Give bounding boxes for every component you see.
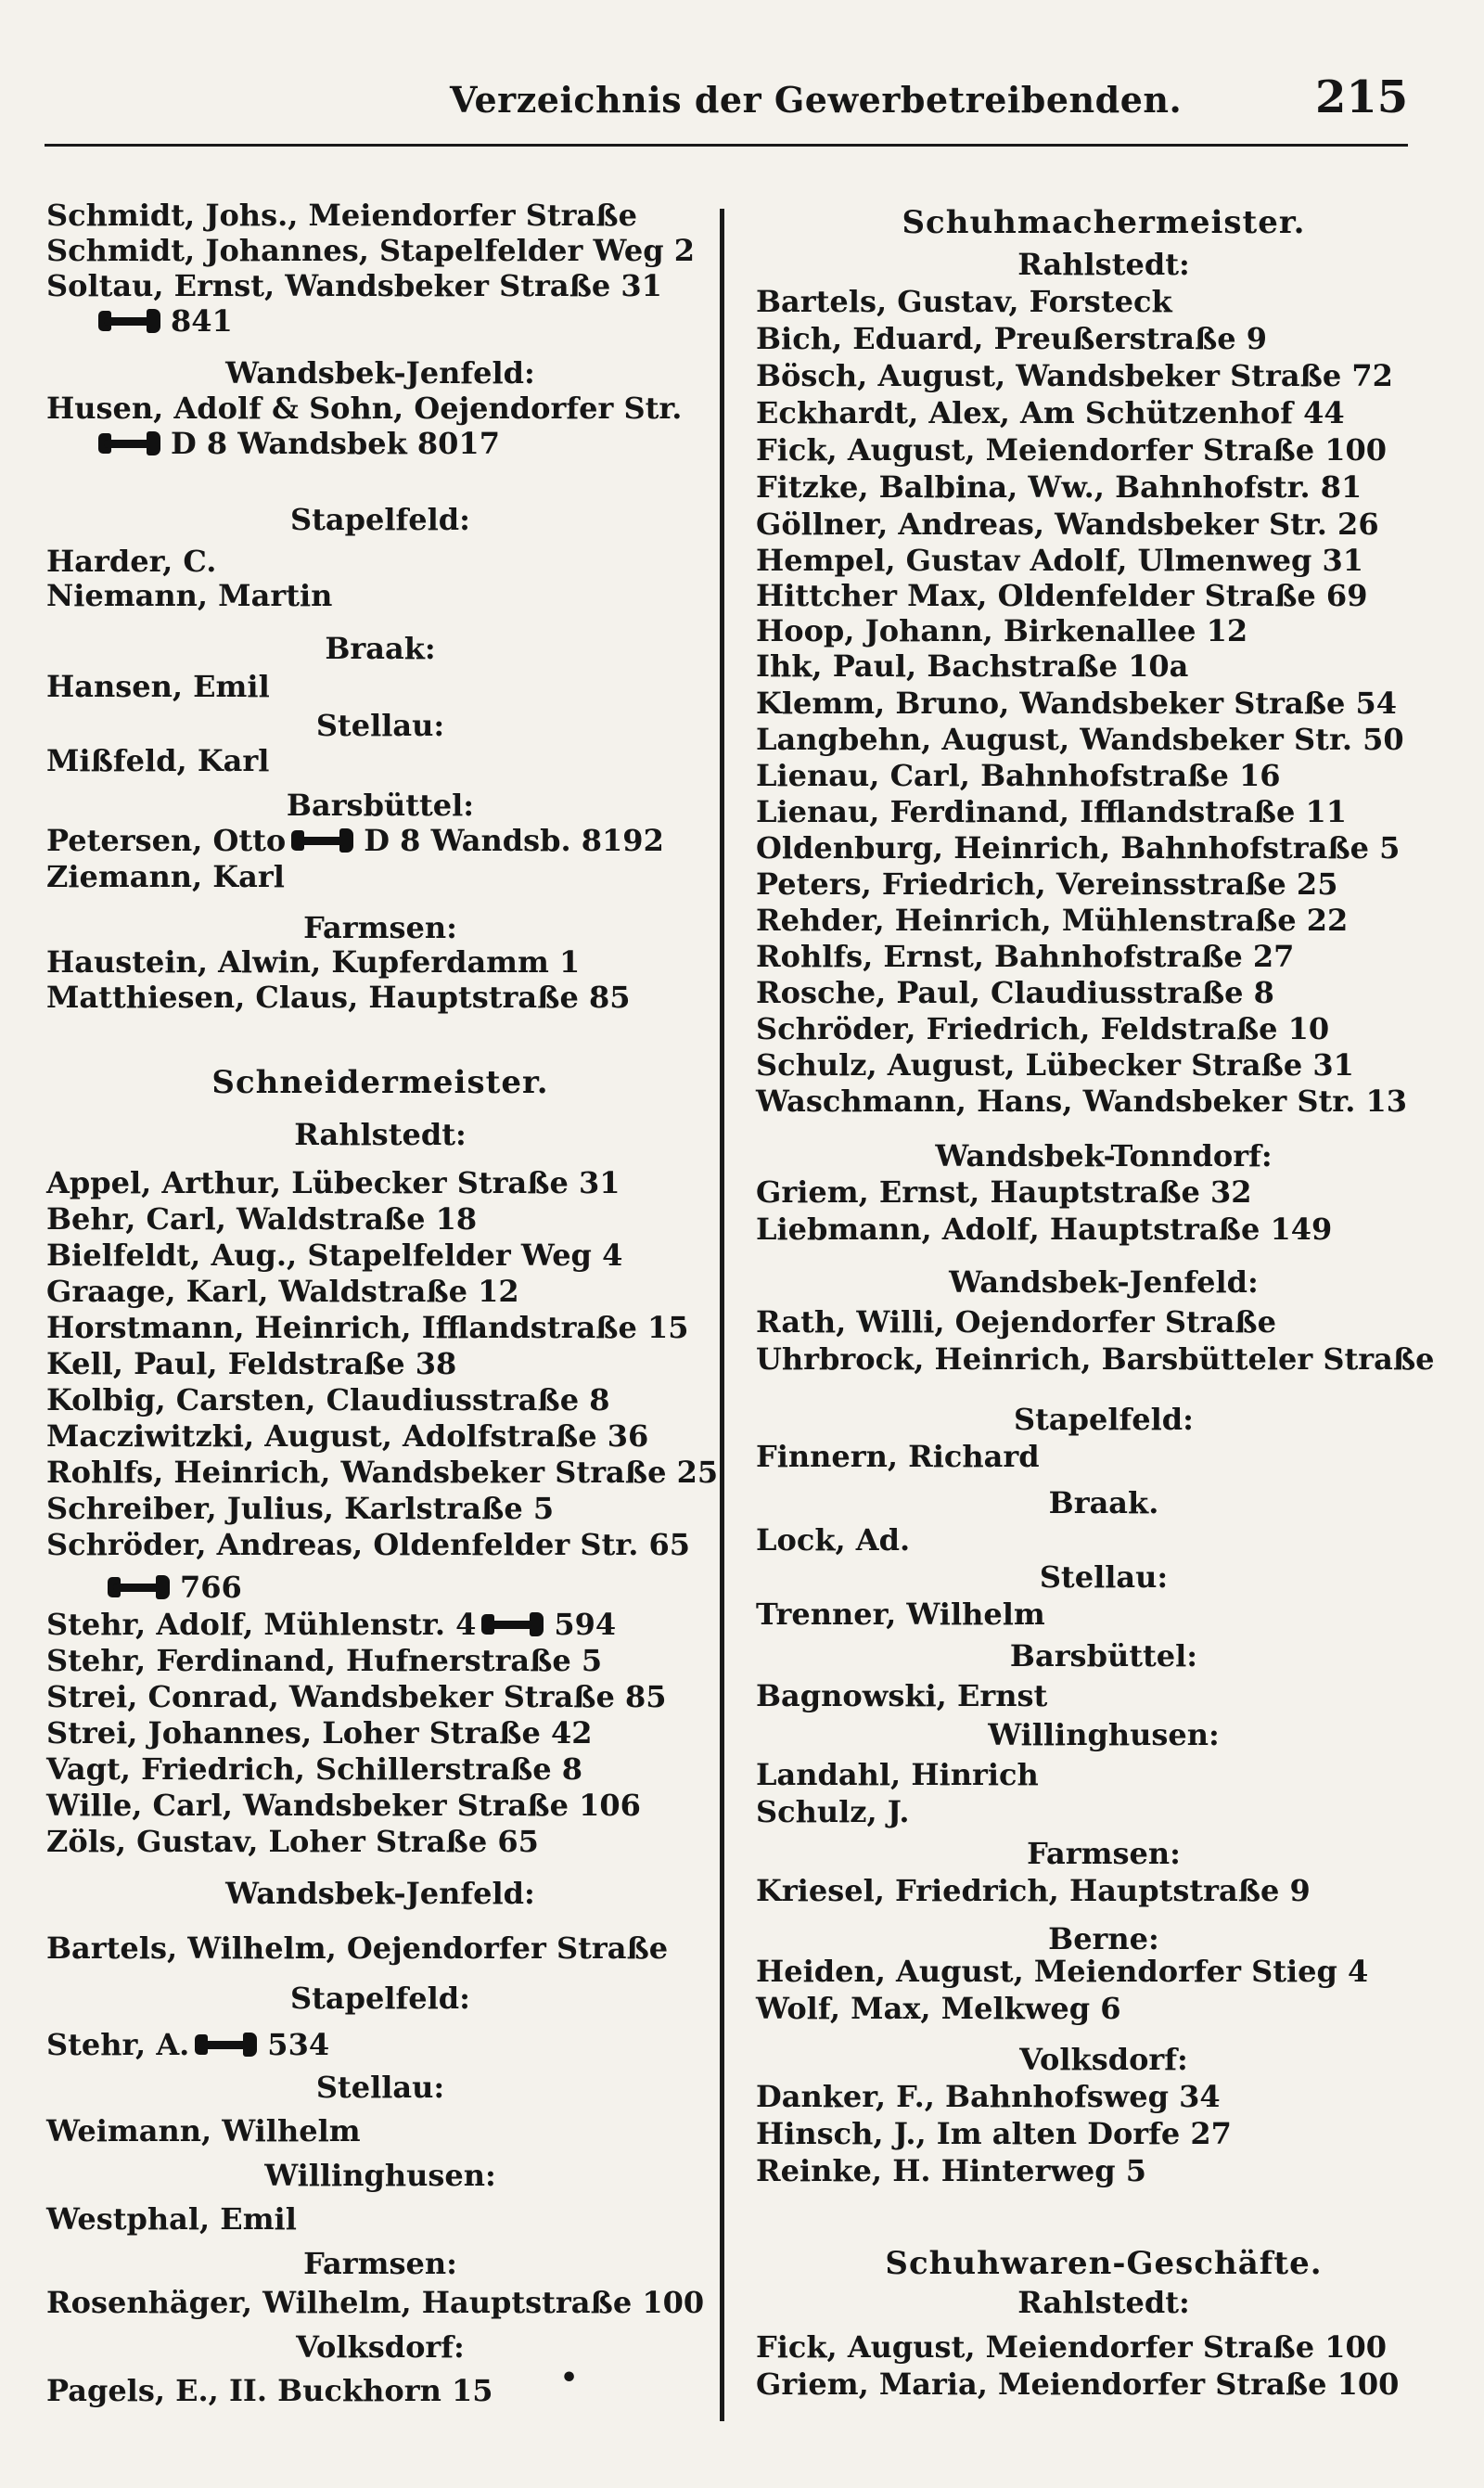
list-item: Wolf, Max, Melkweg 6 [756,1991,1121,2026]
list-item: Stehr, Ferdinand, Hufnerstraße 5 [46,1643,603,1678]
list-item: Landahl, Hinrich [756,1757,1039,1792]
telephone-number: 766 [180,1570,242,1605]
list-item: Haustein, Alwin, Kupferdamm 1 [46,944,581,980]
list-item: Horstmann, Heinrich, Ifflandstraße 15 [46,1310,689,1345]
locality-heading: Braak. [1048,1485,1159,1520]
list-item: Husen, Adolf & Sohn, Oejendorfer Str. [46,391,683,426]
telephone-receiver-icon [108,1573,174,1601]
locality-heading: Wandsbek-Jenfeld: [949,1264,1259,1300]
list-item: Oldenburg, Heinrich, Bahnhofstraße 5 [756,830,1401,866]
list-item: Bielfeldt, Aug., Stapelfelder Weg 4 [46,1238,623,1273]
list-item: Appel, Arthur, Lübecker Straße 31 [46,1165,620,1200]
locality-heading: Stellau: [315,2070,445,2105]
list-item: Weimann, Wilhelm [46,2113,361,2148]
telephone-number: 534 [267,2027,330,2062]
list-item: Uhrbrock, Heinrich, Barsbütteler Straße [756,1341,1435,1377]
telephone-receiver-icon [195,2031,262,2058]
list-item [93,302,233,340]
list-item [102,1569,242,1606]
list-item: Lienau, Ferdinand, Ifflandstraße 11 [756,794,1348,829]
list-item: Macziwitzki, August, Adolfstraße 36 [46,1418,649,1454]
list-item: Mißfeld, Karl [46,743,270,778]
list-item: Schröder, Andreas, Oldenfelder Str. 65 [46,1527,690,1562]
header-rule [45,144,1408,147]
list-item: Schmidt, Johannes, Stapelfelder Weg 2 [46,233,695,268]
list-item: Schreiber, Julius, Karlstraße 5 [46,1491,555,1526]
list-item: Liebmann, Adolf, Hauptstraße 149 [756,1212,1333,1247]
entry-name: Petersen, Otto [46,823,287,858]
locality-heading: Volksdorf: [1019,2042,1188,2077]
list-item: Westphal, Emil [46,2201,297,2237]
list-item: Trenner, Wilhelm [756,1597,1045,1632]
list-item: Zöls, Gustav, Loher Straße 65 [46,1824,539,1859]
list-item: Kriesel, Friedrich, Hauptstraße 9 [756,1873,1311,1908]
list-item: Rehder, Heinrich, Mühlenstraße 22 [756,903,1349,938]
entry-name: Stehr, A. [46,2027,190,2062]
list-item: Fick, August, Meiendorfer Straße 100 [756,432,1387,468]
telephone-number: D 8 Wandsb. 8192 [364,823,664,858]
list-item: Griem, Ernst, Hauptstraße 32 [756,1174,1252,1210]
section-heading: Schuhmachermeister. [902,204,1306,241]
list-item: Reinke, H. Hinterweg 5 [756,2153,1147,2188]
page-header [0,71,1484,135]
list-item: Soltau, Ernst, Wandsbeker Straße 31 [46,268,662,303]
stray-dot: • [560,2362,579,2394]
entry-name: Stehr, Adolf, Mühlenstr. 4 [46,1607,477,1642]
locality-heading: Farmsen: [303,910,457,945]
list-item: Strei, Conrad, Wandsbeker Straße 85 [46,1679,667,1714]
list-item: Hansen, Emil [46,669,270,704]
list-item: Fitzke, Balbina, Ww., Bahnhofstr. 81 [756,469,1362,505]
locality-heading: Stellau: [1039,1559,1169,1595]
list-item: Hempel, Gustav Adolf, Ulmenweg 31 [756,543,1364,578]
list-item: Ziemann, Karl [46,859,285,894]
locality-heading: Wandsbek-Jenfeld: [225,1876,535,1911]
list-item: Heiden, August, Meiendorfer Stieg 4 [756,1954,1369,1989]
list-item: Göllner, Andreas, Wandsbeker Str. 26 [756,507,1379,542]
locality-heading: Stellau: [315,708,445,743]
locality-heading: Willinghusen: [988,1717,1220,1752]
page-number: 215 [1315,71,1409,123]
locality-heading: Rahlstedt: [1017,247,1190,282]
list-item: Peters, Friedrich, Vereinsstraße 25 [756,866,1338,902]
list-item: Bösch, August, Wandsbeker Straße 72 [756,358,1393,393]
list-item: Schmidt, Johs., Meiendorfer Straße [46,198,637,233]
telephone-number: 841 [171,303,233,339]
list-item: Kell, Paul, Feldstraße 38 [46,1346,457,1381]
list-item: Rath, Willi, Oejendorfer Straße [756,1304,1276,1340]
telephone-number: 594 [554,1607,617,1642]
list-item: Danker, F., Bahnhofsweg 34 [756,2079,1221,2114]
locality-heading: Barsbüttel: [286,788,475,823]
list-item: Rohlfs, Heinrich, Wandsbeker Straße 25 [46,1455,719,1490]
list-item: Schulz, J. [756,1794,910,1829]
locality-heading: Farmsen: [303,2246,457,2281]
locality-heading: Stapelfeld: [290,502,470,537]
list-item: Rohlfs, Ernst, Bahnhofstraße 27 [756,939,1295,974]
list-item: Niemann, Martin [46,578,333,613]
list-item: Lock, Ad. [756,1522,911,1558]
locality-heading: Braak: [325,631,436,666]
list-item: Eckhardt, Alex, Am Schützenhof 44 [756,395,1345,430]
list-item: Schulz, August, Lübecker Straße 31 [756,1047,1354,1083]
telephone-receiver-icon [481,1610,548,1638]
list-item: Hinsch, J., Im alten Dorfe 27 [756,2116,1232,2151]
locality-heading: Volksdorf: [296,2329,465,2365]
list-item: Ihk, Paul, Bachstraße 10a [756,648,1189,684]
list-item: Harder, C. [46,544,217,579]
telephone-receiver-icon [98,430,165,457]
list-item: Griem, Maria, Meiendorfer Straße 100 [756,2366,1400,2402]
column-divider [720,209,724,2421]
list-item: Matthiesen, Claus, Hauptstraße 85 [46,980,631,1015]
telephone-number: D 8 Wandsbek 8017 [171,426,500,461]
list-item: Waschmann, Hans, Wandsbeker Str. 13 [756,1084,1408,1119]
telephone-receiver-icon [98,307,165,335]
list-item: Fick, August, Meiendorfer Straße 100 [756,2329,1387,2365]
list-item: Bagnowski, Ernst [756,1678,1048,1713]
list-item: Behr, Carl, Waldstraße 18 [46,1201,478,1237]
locality-heading: Rahlstedt: [1017,2285,1190,2320]
locality-heading: Wandsbek-Tonndorf: [935,1138,1273,1173]
list-item: Strei, Johannes, Loher Straße 42 [46,1715,593,1751]
list-item: Hoop, Johann, Birkenallee 12 [756,613,1248,648]
list-item: Rosenhäger, Wilhelm, Hauptstraße 100 [46,2285,705,2320]
locality-heading: Farmsen: [1027,1836,1181,1871]
locality-heading: Stapelfeld: [1014,1402,1194,1437]
section-heading: Schneidermeister. [211,1064,549,1101]
telephone-receiver-icon [291,827,358,854]
list-item: Schröder, Friedrich, Feldstraße 10 [756,1011,1330,1046]
locality-heading: Rahlstedt: [294,1117,467,1152]
list-item: Bich, Eduard, Preußerstraße 9 [756,321,1268,356]
list-item: Lienau, Carl, Bahnhofstraße 16 [756,758,1281,793]
list-item: Langbehn, August, Wandsbeker Str. 50 [756,722,1404,757]
locality-heading: Willinghusen: [264,2158,496,2193]
list-item: Kolbig, Carsten, Claudiusstraße 8 [46,1382,610,1417]
list-item: Klemm, Bruno, Wandsbeker Straße 54 [756,686,1398,721]
list-item: Pagels, E., II. Buckhorn 15 [46,2373,493,2408]
running-title: Verzeichnis der Gewerbetreibenden. [450,79,1183,121]
list-item: Bartels, Gustav, Forsteck [756,284,1172,319]
list-item [46,2026,329,2063]
list-item: Bartels, Wilhelm, Oejendorfer Straße [46,1930,669,1966]
list-item: Wille, Carl, Wandsbeker Straße 106 [46,1788,641,1823]
locality-heading: Barsbüttel: [1009,1638,1198,1674]
locality-heading: Berne: [1048,1921,1159,1956]
locality-heading: Wandsbek-Jenfeld: [225,355,535,391]
list-item [93,425,500,462]
list-item [46,822,664,859]
list-item: Rosche, Paul, Claudiusstraße 8 [756,975,1274,1010]
list-item: Vagt, Friedrich, Schillerstraße 8 [46,1751,583,1787]
list-item: Hittcher Max, Oldenfelder Straße 69 [756,578,1368,613]
locality-heading: Stapelfeld: [290,1981,470,2016]
section-heading: Schuhwaren-Geschäfte. [885,2245,1323,2282]
list-item: Finnern, Richard [756,1439,1040,1474]
list-item [46,1606,616,1643]
list-item: Graage, Karl, Waldstraße 12 [46,1274,519,1309]
